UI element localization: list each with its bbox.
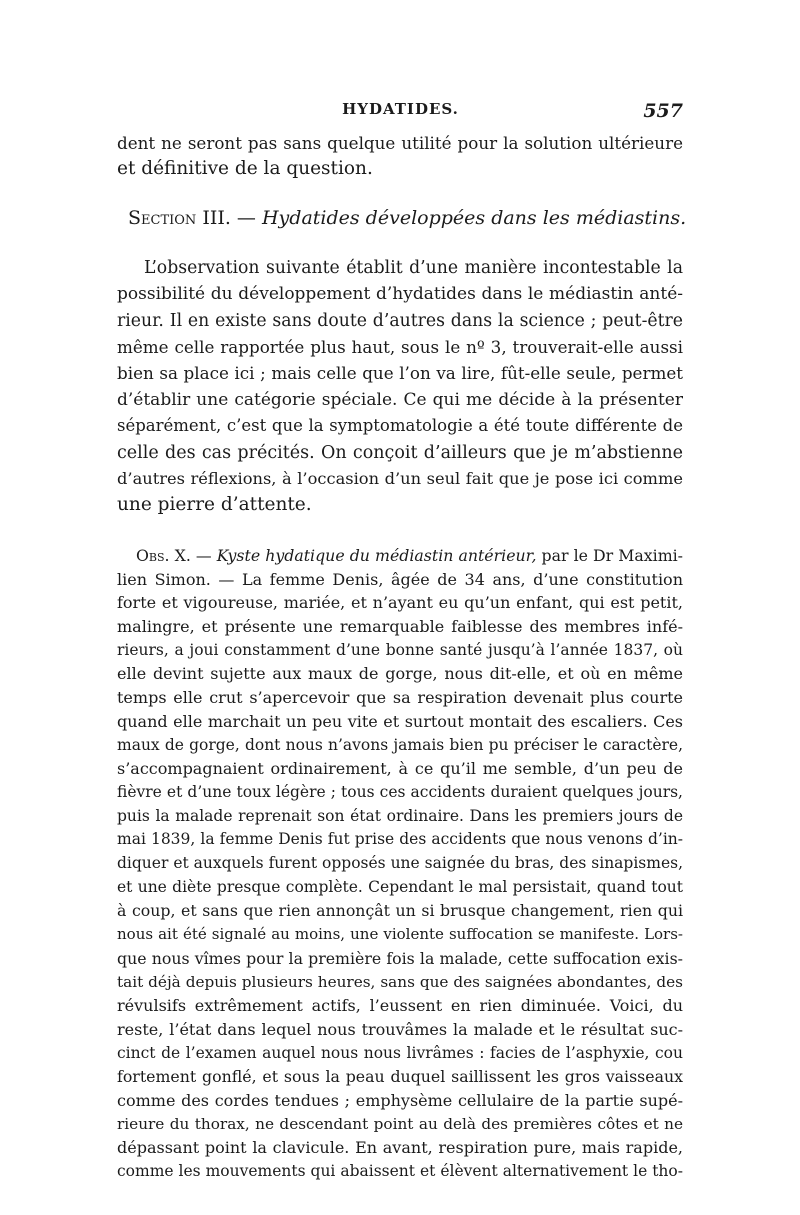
text-line: forte et vigoureuse, mariée, et n’ayant eu qu’un enfant, qui est petit, (117, 593, 683, 613)
text-line: maux de gorge, dont nous n’avons jamais bien pu préciser le caractère, (117, 735, 683, 754)
text-line: à coup, et sans que rien annonçât un si brusque changement, rien qui (117, 901, 683, 921)
text-line: quand elle marchait un peu vite et surtout montait des escaliers. Ces (117, 711, 683, 731)
text-line: une pierre d’attente. (117, 494, 312, 516)
page-body (117, 130, 687, 1184)
text-line: celle des cas précités. On conçoit d’ailleurs que je m’abstienne (117, 442, 683, 463)
text-line: dépassant point la clavicule. En avant, respiration pure, mais rapide, (117, 1138, 683, 1158)
running-head: HYDATIDES. (342, 100, 459, 118)
text-line: s’accompagnaient ordinairement, à ce qu’il me semble, d’un peu de (117, 759, 683, 779)
section-label: Section III. (128, 206, 231, 229)
text-line: comme les mouvements qui abaissent et élèvent alternativement le tho- (117, 1162, 683, 1181)
text-line: tait déjà depuis plusieurs heures, sans que des saignées abondantes, des (117, 972, 683, 991)
observation-label: Obs. X. (136, 545, 191, 565)
text-line: fièvre et d’une toux légère ; tous ces accidents duraient quelques jours, (117, 782, 683, 801)
text-line: puis la malade reprenait son état ordinaire. Dans les premiers jours de (117, 806, 683, 825)
text-line: temps elle crut s’apercevoir que sa respiration devenait plus courte (117, 688, 683, 708)
observation-paragraph (117, 544, 683, 1184)
text-line: diquer et auxquels furent opposés une saignée du bras, des sinapismes, (117, 854, 683, 873)
text-line: dent ne seront pas sans quelque utilité pour la solution ultérieure (117, 133, 683, 153)
observation-dash: — (190, 545, 217, 565)
text-line: malingre, et présente une remarquable faiblesse des membres infé- (117, 616, 683, 636)
text-line: nous ait été signalé au moins, une violente suffocation se manifeste. Lors- (117, 925, 683, 944)
text-line: fortement gonflé, et sous la peau duquel saillissent les gros vaisseaux (117, 1067, 683, 1087)
text-line: bien sa place ici ; mais celle que l’on va lire, fût-elle seule, permet (117, 363, 683, 384)
paragraph-intro (117, 255, 683, 519)
section-title: Hydatides développées dans les médiastins. (261, 206, 687, 229)
text-line: et définitive de la question. (117, 158, 373, 180)
text-line: d’établir une catégorie spéciale. Ce qui me décide à la présenter (117, 389, 683, 410)
text-line: que nous vîmes pour la première fois la malade, cette suffocation exis- (117, 948, 683, 968)
section-heading (128, 205, 687, 231)
text-line: d’autres réflexions, à l’occasion d’un seul fait que je pose ici comme (117, 469, 683, 489)
section-dash: — (230, 206, 262, 229)
text-line: mai 1839, la femme Denis fut prise des accidents que nous venons d’in- (117, 830, 683, 849)
text-line: rieurs, a joui constamment d’une bonne santé jusqu’à l’année 1837, où (117, 640, 683, 659)
text-line: comme des cordes tendues ; emphysème cellulaire de la partie supé- (117, 1091, 683, 1111)
observation-title: Kyste hydatique du médiastin antérieur, (216, 545, 537, 565)
text-line: elle devint sujette aux maux de gorge, nous dit-elle, et où en même (117, 664, 683, 684)
text-line: L’observation suivante établit d’une manière incontestable la (144, 257, 683, 278)
observation-byline: par le Dr Maximi- (536, 545, 683, 565)
text-line: cinct de l’examen auquel nous nous livrâmes : facies de l’asphyxie, cou (117, 1043, 683, 1062)
text-line: possibilité du développement d’hydatides dans le médiastin anté- (117, 284, 683, 305)
text-line: séparément, c’est que la symptomatologie a été toute différente de (117, 416, 683, 436)
page-number: 557 (643, 100, 683, 122)
text-line: rieur. Il en existe sans doute d’autres dans la science ; peut-être (117, 310, 683, 331)
text-line: reste, l’état dans lequel nous trouvâmes la malade et le résultat suc- (117, 1019, 683, 1039)
paragraph-continued (117, 130, 683, 183)
text-line: et une diète presque complète. Cependant le mal persistait, quand tout (117, 877, 683, 896)
observation-heading-line (117, 544, 683, 568)
text-line: rieure du thorax, ne descendant point au delà des premières côtes et ne (117, 1114, 683, 1133)
text-line: même celle rapportée plus haut, sous le nº 3, trouverait-elle aussi (117, 337, 683, 358)
page-header (118, 100, 683, 126)
text-line: lien Simon. — La femme Denis, âgée de 34 ans, d’une constitution (117, 569, 683, 589)
text-line: révulsifs extrêmement actifs, l’eussent en rien diminuée. Voici, du (117, 996, 683, 1016)
